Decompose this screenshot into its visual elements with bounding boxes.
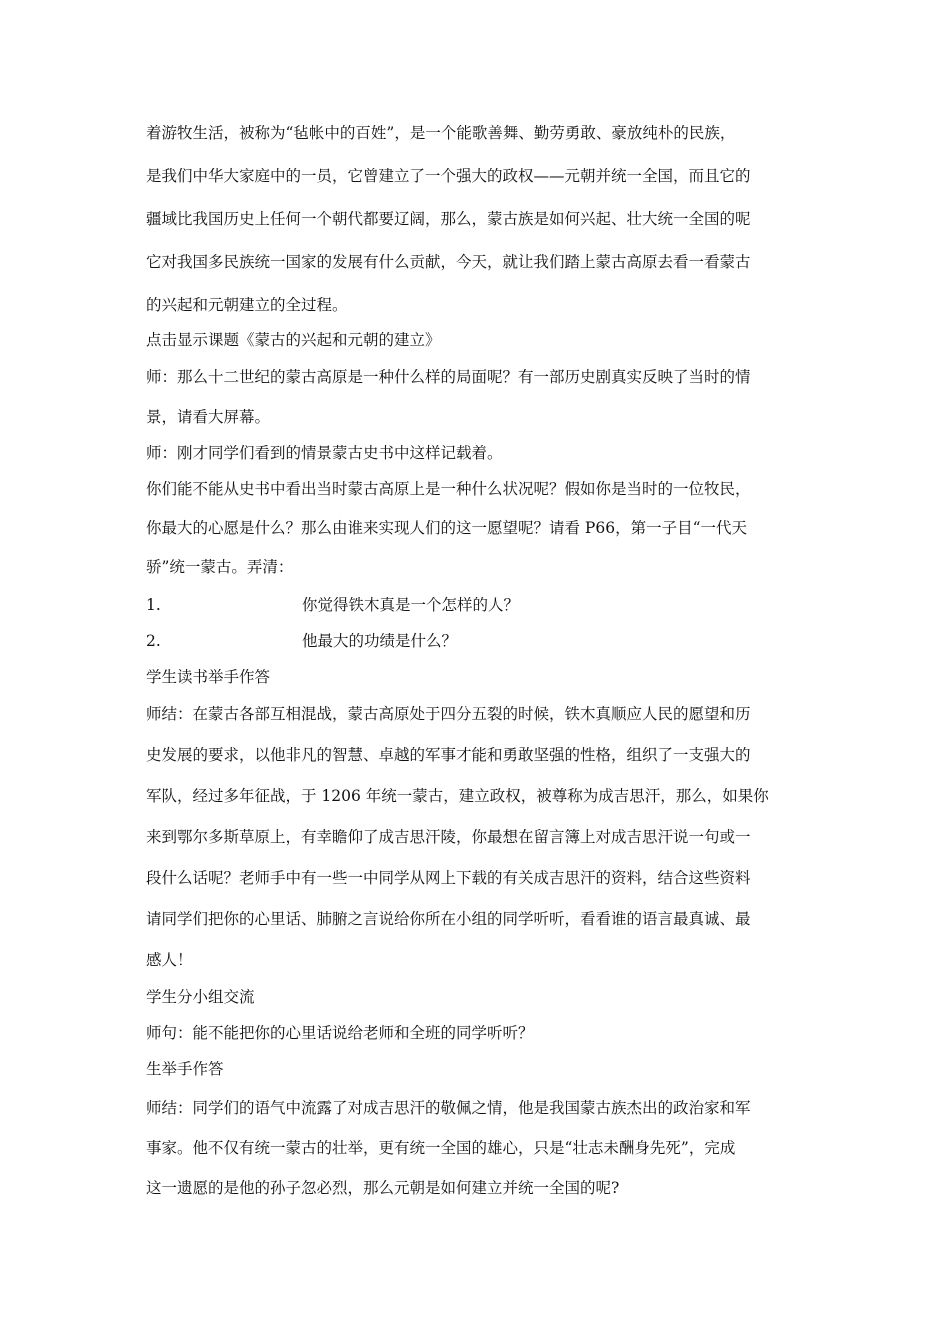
list-number: 1. [146,596,161,614]
text-line: 这一遗愿的是他的孙子忽必烈，那么元朝是如何建立并统一全国的呢? [146,1179,620,1197]
lesson-title-line: 点击显示课题《蒙古的兴起和元朝的建立》 [146,331,441,349]
student-read-line: 学生读书举手作答 [146,668,271,686]
list-text: 你觉得铁木真是一个怎样的人？ [302,596,520,614]
text-line: 是我们中华大家庭中的一员，它曾建立了一个强大的政权——元朝并统一全国，而且它的 [146,167,751,185]
text-line: 你们能不能从史书中看出当时蒙古高原上是一种什么状况呢？假如你是当时的一位牧民， [146,480,751,498]
text-line: 着游牧生活，被称为“毡帐中的百姓”，是一个能歌善舞、勤劳勇敢、豪放纯朴的民族， [146,124,736,142]
text-line: 的兴起和元朝建立的全过程。 [146,296,348,314]
text-line: 它对我国多民族统一国家的发展有什么贡献，今天，就让我们踏上蒙古高原去看一看蒙古 [146,253,751,271]
text-line: 景，请看大屏幕。 [146,408,271,426]
text-line: 你最大的心愿是什么？那么由谁来实现人们的这一愿望呢？请看 P66，第一子目“一代天 [146,519,748,537]
teacher-summary-2 [146,1088,808,1208]
text-line: 史发展的要求，以他非凡的智慧、卓越的军事才能和勇敢坚强的性格，组织了一支强大的 [146,746,751,764]
group-exchange-line: 学生分小组交流 [146,988,255,1006]
text-line: 疆域比我国历史上任何一个朝代都要辽阔，那么，蒙古族是如何兴起、壮大统一全国的呢 [146,210,751,228]
text-line: 师：那么十二世纪的蒙古高原是一种什么样的局面呢？有一部历史剧真实反映了当时的情 [146,368,751,386]
text-line: 段什么话呢？老师手中有一些一中同学从网上下载的有关成吉思汗的资料，结合这些资料 [146,869,751,887]
list-text: 他最大的功绩是什么？ [302,632,458,650]
teacher-question-2: 师：刚才同学们看到的情景蒙古史书中这样记载着。 [146,444,503,462]
text-line: 师结：在蒙古各部互相混战，蒙古高原处于四分五裂的时候，铁木真顺应人民的愿望和历 [146,705,751,723]
intro-paragraph [146,112,808,327]
teacher-question-3: 师句：能不能把你的心里话说给老师和全班的同学听听？ [146,1024,534,1042]
text-line: 事家。他不仅有统一蒙古的壮举，更有统一全国的雄心，只是“壮志未酬身先死”，完成 [146,1139,736,1157]
text-line: 来到鄂尔多斯草原上，有幸瞻仰了成吉思汗陵，你最想在留言簿上对成吉思汗说一句或一 [146,828,751,846]
list-number: 2. [146,632,161,650]
teacher-question-1 [146,357,808,437]
student-answer-line: 生举手作答 [146,1060,224,1078]
text-line: 师结：同学们的语气中流露了对成吉思汗的敬佩之情，他是我国蒙古族杰出的政治家和军 [146,1099,751,1117]
text-line: 请同学们把你的心里话、肺腑之言说给你所在小组的同学听听，看看谁的语言最真诚、最 [146,910,751,928]
question-paragraph [146,470,808,587]
text-line: 军队，经过多年征战，于 1206 年统一蒙古，建立政权，被尊称为成吉思汗，那么，如果你 [146,787,769,805]
text-line: 骄”统一蒙古。弄清： [146,558,294,576]
teacher-summary-1 [146,694,808,981]
text-line: 感人！ [146,951,193,969]
